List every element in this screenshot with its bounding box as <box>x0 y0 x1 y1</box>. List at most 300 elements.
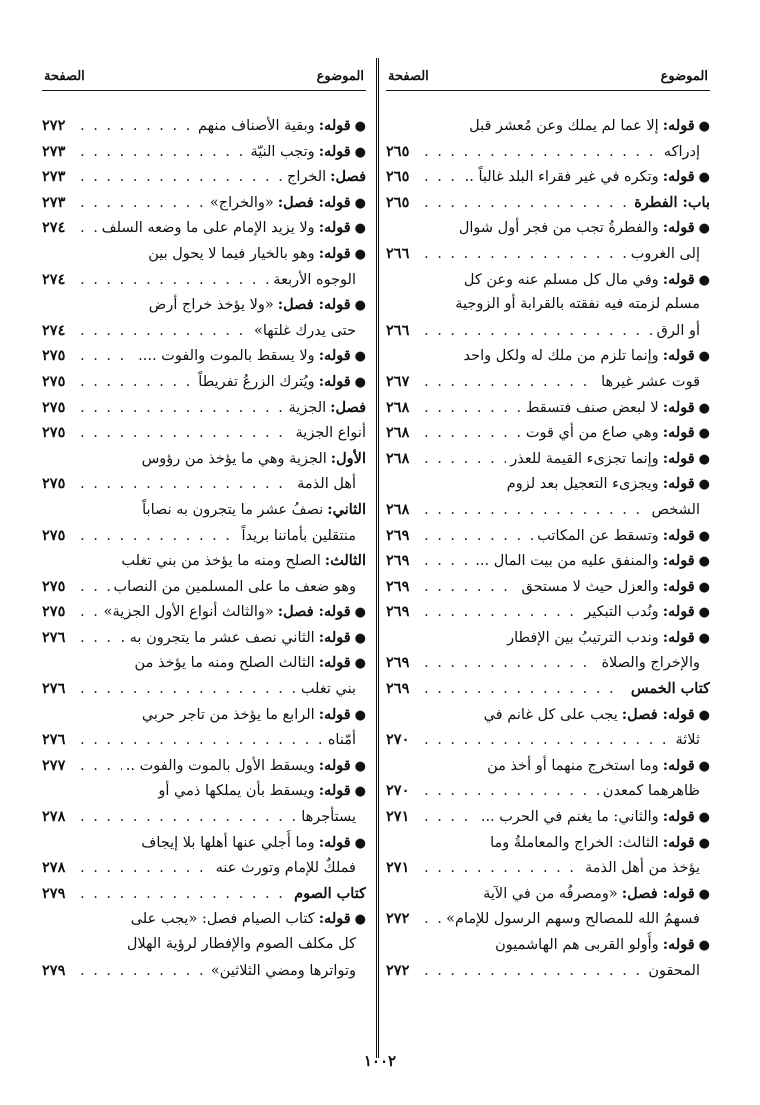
entry-page-number: ٢٦٦ <box>386 321 410 339</box>
left-entries <box>42 113 366 983</box>
entry-lead: قوله: <box>662 577 695 595</box>
entry-page-number: ٢٦٩ <box>386 680 410 698</box>
entry-lead: قوله: <box>318 117 351 134</box>
entry-line <box>42 471 366 497</box>
bullet-icon: ● <box>698 451 710 467</box>
entry-text: «ومصرفُه من في الآية <box>483 885 618 902</box>
entry-lead: قوله: <box>318 244 351 262</box>
entry-text: الصلح ومنه ما يؤخذ من بني تغلب <box>121 553 321 570</box>
entry-line <box>386 113 710 139</box>
entry-line <box>386 650 710 676</box>
entry-lead: قوله: <box>318 142 351 160</box>
entry-line <box>386 599 710 625</box>
entry-page-number: ٢٦٩ <box>386 654 410 672</box>
entry-page-number: ٢٧٦ <box>42 731 66 749</box>
leader-dots <box>80 626 116 651</box>
bullet-icon: ● <box>698 835 710 851</box>
leader-dots <box>80 882 286 907</box>
bullet-icon: ● <box>354 195 366 211</box>
page-number: ١٠٠٢ <box>363 1052 397 1070</box>
entry-text: وتكره في غير فقراء البلد غالباً .. <box>464 169 659 186</box>
bullet-icon: ● <box>698 554 710 570</box>
entry-lead: فصل: <box>330 168 366 186</box>
entry-text: وتواترها ومضي الثلاثين» <box>210 962 356 979</box>
entry-line <box>42 625 366 651</box>
right-column <box>386 62 710 983</box>
entry-text: وهي صاع من أي قوت <box>525 425 659 442</box>
entry-page-number: ٢٧٩ <box>42 884 66 902</box>
entry-text: الخراج <box>286 169 327 186</box>
leader-dots <box>424 907 442 932</box>
entry-line <box>42 113 366 139</box>
entry-line <box>386 932 710 958</box>
entry-text: بني تغلب <box>300 681 356 698</box>
leader-dots <box>424 651 597 676</box>
index-entry <box>42 830 366 881</box>
entry-line <box>386 958 710 984</box>
leader-dots <box>424 140 660 165</box>
index-entry <box>42 343 366 369</box>
leader-dots <box>424 600 580 625</box>
entry-page-number: ٢٧١ <box>386 808 410 826</box>
entry-line <box>386 318 710 344</box>
entry-lead: قوله: <box>318 833 351 851</box>
leader-dots <box>80 268 269 293</box>
bullet-icon: ● <box>354 656 366 672</box>
leader-dots <box>424 447 506 472</box>
index-entry <box>386 702 710 753</box>
bullet-icon: ● <box>354 246 366 262</box>
entry-text: ويُترك الزرعُ تفريطاً <box>198 373 315 390</box>
index-entry <box>386 523 710 549</box>
entry-text: والثاني: ما يغنم في الحرب ... <box>480 809 659 826</box>
entry-line <box>386 676 710 702</box>
entry-lead: قوله: <box>662 449 695 467</box>
index-entry <box>42 702 366 753</box>
entry-text: إدراكه <box>663 143 700 160</box>
entry-line <box>42 830 366 856</box>
leader-dots <box>80 754 122 779</box>
leader-dots <box>424 856 581 881</box>
index-entry <box>386 548 710 574</box>
index-entry <box>386 420 710 446</box>
entry-text: أنواع الجزية <box>295 425 366 442</box>
entry-page-number: ٢٦٩ <box>386 603 410 621</box>
entry-text: قوت عشر غيرها <box>601 373 700 390</box>
leader-dots <box>80 370 194 395</box>
index-entry <box>386 343 710 394</box>
index-entry <box>386 753 710 804</box>
entry-text: وندب الترتيبُ بين الإفطار <box>507 629 659 646</box>
entry-page-number: ٢٦٨ <box>386 424 410 442</box>
entry-text: وفي مال كل مسلم عنه وعن كل <box>463 271 659 288</box>
entry-line <box>386 446 710 472</box>
entry-lead: قوله: <box>318 347 351 365</box>
entry-page-number: ٢٧٩ <box>42 961 66 979</box>
leader-dots <box>80 114 194 139</box>
leader-dots <box>80 600 100 625</box>
entry-line <box>42 702 366 728</box>
entry-text: وهو بالخيار فيما لا يحول بين <box>148 245 315 262</box>
entry-text: وأُولو القربى هم الهاشميون <box>495 937 659 953</box>
leader-dots <box>424 396 522 421</box>
topic-label: الموضوع <box>316 68 364 84</box>
index-entry <box>386 267 710 344</box>
entry-line <box>386 753 710 779</box>
entry-line <box>386 164 710 190</box>
entry-text: الشخص <box>651 501 700 518</box>
entry-text: فملكٌ للإمام وتورث عنه <box>215 860 356 877</box>
leader-dots <box>424 165 461 190</box>
topic-label: الموضوع <box>660 68 708 84</box>
entry-text: الجزية وهي ما يؤخذ من رؤوس <box>141 450 327 467</box>
index-entry <box>386 676 710 702</box>
entry-lead: قوله: <box>318 372 351 390</box>
entry-lead: قوله: <box>662 526 695 544</box>
bullet-icon: ● <box>698 349 710 365</box>
index-entry <box>42 446 366 497</box>
entry-line <box>42 369 366 395</box>
entry-text: لا لبعض صنف فتسقط <box>525 399 659 416</box>
entry-line <box>42 650 366 676</box>
index-entry <box>386 164 710 190</box>
entry-line <box>386 574 710 600</box>
entry-text: والمنفق عليه من بيت المال ... <box>475 553 659 570</box>
leader-dots <box>80 216 98 241</box>
leader-dots <box>424 191 626 216</box>
entry-lead: قوله: <box>662 808 695 826</box>
bullet-icon: ● <box>698 810 710 826</box>
entry-lead: قوله: <box>318 910 351 928</box>
bullet-icon: ● <box>698 170 710 186</box>
entry-text: وتسقط عن المكاتب <box>537 527 659 544</box>
leader-dots <box>424 728 672 753</box>
entry-line <box>386 343 710 369</box>
entry-text: الثالث: الخراج والمعاملةُ وما <box>490 834 659 851</box>
entry-lead: قوله: <box>662 219 695 237</box>
entry-text: «والخراج» <box>209 194 274 211</box>
leader-dots <box>424 524 533 549</box>
leader-dots <box>80 575 110 600</box>
index-entry <box>386 881 710 932</box>
leader-dots <box>424 549 471 574</box>
index-entry <box>386 395 710 421</box>
entry-text: وما أُجلي عنها أهلها بلا إيجاف <box>141 834 315 851</box>
leader-dots <box>80 677 297 702</box>
entry-lead: كتاب الخمس <box>630 680 710 698</box>
leader-dots <box>424 498 647 523</box>
left-column <box>42 62 366 983</box>
entry-text: وبقية الأصناف منهم <box>198 118 315 134</box>
entry-page-number: ٢٧٥ <box>42 398 66 416</box>
index-entry <box>42 548 366 599</box>
entry-line <box>386 215 710 241</box>
entry-lead: باب: الفطرة <box>634 193 710 211</box>
entry-line <box>42 958 366 984</box>
entry-line <box>386 139 710 165</box>
entry-lead: قوله: <box>662 603 695 621</box>
entry-page-number: ٢٦٥ <box>386 168 410 186</box>
entry-page-number: ٢٦٨ <box>386 500 410 518</box>
entry-line <box>42 215 366 241</box>
index-entry <box>42 164 366 190</box>
entry-line <box>386 241 710 267</box>
entry-page-number: ٢٦٧ <box>386 372 410 390</box>
bullet-icon: ● <box>354 605 366 621</box>
entry-text: ثلاثة <box>675 732 700 749</box>
leader-dots <box>80 472 293 497</box>
entry-text: فسهمُ الله للمصالح وسهم الرسول للإمام» <box>446 911 700 928</box>
index-entry <box>386 830 710 881</box>
leader-dots <box>80 959 207 984</box>
leader-dots <box>80 728 324 753</box>
index-entry <box>42 599 366 625</box>
entry-text: الجزية <box>288 399 327 416</box>
entry-text: إلى الغروب <box>630 245 700 262</box>
entry-lead: قوله: <box>662 270 695 288</box>
leader-dots <box>424 677 623 702</box>
entry-text: نصفُ عشر ما يتجرون به نصاباً <box>142 501 324 518</box>
index-entry <box>42 881 366 907</box>
index-entry <box>42 292 366 343</box>
bullet-icon: ● <box>354 835 366 851</box>
leader-dots <box>80 140 246 165</box>
entry-page-number: ٢٦٩ <box>386 552 410 570</box>
entry-line <box>42 753 366 779</box>
entry-lead: كتاب الصوم <box>294 884 366 902</box>
entry-lead: قوله: <box>662 833 695 851</box>
entry-text: الوجوه الأربعة <box>273 271 356 288</box>
index-entry <box>42 497 366 548</box>
entry-text: ولا يزيد الإمام على ما وضعه السلف <box>101 220 315 237</box>
index-entry <box>386 446 710 472</box>
entry-text: منتقلين بأماننا بريداً <box>241 527 356 544</box>
entry-line <box>42 190 366 216</box>
entry-page-number: ٢٧٤ <box>42 219 66 237</box>
index-entry <box>42 395 366 421</box>
entry-line <box>386 778 710 804</box>
entry-text: حتى يدرك غلتها» <box>254 322 356 339</box>
bullet-icon: ● <box>698 758 710 774</box>
entry-text: ويسقط الأول بالموت والفوت .. <box>125 757 315 774</box>
bullet-icon: ● <box>354 221 366 237</box>
entry-line <box>386 906 710 932</box>
entry-line <box>42 548 366 574</box>
entry-page-number: ٢٧٥ <box>42 577 66 595</box>
leader-dots <box>80 524 238 549</box>
index-entry <box>386 574 710 600</box>
entry-line <box>42 395 366 421</box>
entry-text: مسلم لزمته فيه نفقته بالقرابة أو الزوجية <box>455 296 700 313</box>
entry-line <box>386 292 710 318</box>
bullet-icon: ● <box>698 886 710 902</box>
entry-line <box>386 804 710 830</box>
bullet-icon: ● <box>698 272 710 288</box>
entry-lead: قوله: <box>318 628 351 646</box>
entry-line <box>42 343 366 369</box>
index-entry <box>386 190 710 216</box>
bullet-icon: ● <box>354 374 366 390</box>
entry-page-number: ٢٧٣ <box>42 142 66 160</box>
leader-dots <box>80 191 206 216</box>
index-entry <box>42 190 366 216</box>
entry-lead: الثالث: <box>324 552 366 570</box>
entry-lead: قوله: فصل: <box>277 603 351 621</box>
index-entry <box>42 139 366 165</box>
bullet-icon: ● <box>698 707 710 723</box>
leader-dots <box>424 779 599 804</box>
leader-dots <box>424 319 653 344</box>
entry-page-number: ٢٧٥ <box>42 603 66 621</box>
entry-line <box>42 164 366 190</box>
entry-lead: قوله: <box>662 424 695 442</box>
entry-line <box>42 727 366 753</box>
index-entry <box>42 215 366 241</box>
index-entry <box>42 369 366 395</box>
entry-text: كل مكلف الصوم والإفطار لرؤية الهلال <box>126 936 356 952</box>
leader-dots <box>80 344 134 369</box>
leader-dots <box>424 421 522 446</box>
bullet-icon: ● <box>354 784 366 800</box>
entry-line <box>42 906 366 932</box>
entry-lead: قوله: فصل: <box>621 884 695 902</box>
bullet-icon: ● <box>698 119 710 134</box>
entry-lead: قوله: <box>662 168 695 186</box>
bullet-icon: ● <box>698 221 710 237</box>
page-label: الصفحة <box>388 68 429 84</box>
entry-page-number: ٢٧٢ <box>386 961 410 979</box>
entry-page-number: ٢٧٠ <box>386 731 410 749</box>
entry-lead: قوله: <box>662 398 695 416</box>
entry-text: أو الرق <box>656 322 700 339</box>
entry-lead: قوله: <box>662 628 695 646</box>
entry-page-number: ٢٧٨ <box>42 808 66 826</box>
entry-page-number: ٢٧٦ <box>42 680 66 698</box>
entry-line <box>386 523 710 549</box>
entry-lead: قوله: <box>318 782 351 800</box>
entry-text: والإخراج والصلاة <box>601 655 700 672</box>
entry-line <box>386 190 710 216</box>
leader-dots <box>424 805 477 830</box>
leader-dots <box>80 165 283 190</box>
entry-text: المحقون <box>648 962 700 979</box>
entry-page-number: ٢٧٥ <box>42 424 66 442</box>
entry-page-number: ٢٧٥ <box>42 347 66 365</box>
index-entry <box>42 625 366 651</box>
entry-page-number: ٢٧٢ <box>42 117 66 134</box>
entry-page-number: ٢٧٢ <box>386 910 410 928</box>
entry-page-number: ٢٦٨ <box>386 449 410 467</box>
entry-text: ويسقط بأن يملكها ذمي أو <box>158 783 315 800</box>
leader-dots <box>80 421 292 446</box>
right-column-header <box>386 62 710 91</box>
leader-dots <box>80 319 250 344</box>
entry-page-number: ٢٦٩ <box>386 577 410 595</box>
right-entries <box>386 113 710 983</box>
entry-line <box>386 420 710 446</box>
entry-lead: قوله: فصل: <box>277 296 351 314</box>
entry-text: ويجزىء التعجيل بعد لزوم <box>506 476 659 493</box>
bullet-icon: ● <box>354 298 366 314</box>
entry-text: يجب على كل غانم في <box>483 706 618 723</box>
entry-page-number: ٢٧٥ <box>42 475 66 493</box>
left-column-header <box>42 62 366 91</box>
entry-line <box>42 446 366 472</box>
entry-line <box>386 471 710 497</box>
entry-line <box>42 932 366 958</box>
entry-lead: قوله: <box>662 552 695 570</box>
entry-line <box>42 420 366 446</box>
entry-line <box>42 292 366 318</box>
column-divider <box>376 58 379 1058</box>
entry-line <box>42 267 366 293</box>
bullet-icon: ● <box>698 400 710 416</box>
leader-dots <box>424 242 627 267</box>
entry-line <box>42 881 366 907</box>
bullet-icon: ● <box>354 349 366 365</box>
entry-line <box>386 702 710 728</box>
entry-line <box>42 241 366 267</box>
entry-text: «والثالث أنواع الأول الجزية» <box>103 604 274 621</box>
entry-text: «ولا يؤخذ خراج أرض <box>148 297 274 314</box>
entry-page-number: ٢٧٣ <box>42 193 66 211</box>
entry-line <box>386 548 710 574</box>
leader-dots <box>424 370 597 395</box>
bullet-icon: ● <box>354 144 366 160</box>
bullet-icon: ● <box>698 477 710 493</box>
entry-line <box>386 855 710 881</box>
entry-page-number: ٢٧٤ <box>42 270 66 288</box>
index-entry <box>386 625 710 676</box>
index-entry <box>42 113 366 139</box>
entry-text: الرابع ما يؤخذ من تاجر حربي <box>141 706 315 723</box>
entry-line <box>42 139 366 165</box>
entry-text: وما استخرج منهما أو أخذ من <box>487 757 659 774</box>
index-entry <box>42 650 366 701</box>
entry-page-number: ٢٧٤ <box>42 321 66 339</box>
entry-page-number: ٢٧٦ <box>42 628 66 646</box>
entry-lead: قوله: <box>662 756 695 774</box>
index-entry <box>386 804 710 830</box>
entry-line <box>386 369 710 395</box>
entry-line <box>386 881 710 907</box>
entry-text: أهل الذمة <box>297 476 356 493</box>
entry-line <box>42 804 366 830</box>
leader-dots <box>80 856 212 881</box>
entry-line <box>42 599 366 625</box>
entry-lead: الأول: <box>330 449 366 467</box>
bullet-icon: ● <box>698 528 710 544</box>
entry-page-number: ٢٧٥ <box>42 372 66 390</box>
page-label: الصفحة <box>44 68 85 84</box>
entry-text: الثالث الصلح ومنه ما يؤخذ من <box>134 655 315 672</box>
entry-lead: قوله: <box>318 756 351 774</box>
entry-line <box>42 574 366 600</box>
entry-line <box>42 318 366 344</box>
bullet-icon: ● <box>354 707 366 723</box>
index-entry <box>42 753 366 779</box>
entry-page-number: ٢٧٣ <box>42 168 66 186</box>
entry-lead: فصل: <box>330 398 366 416</box>
entry-text: يستأجرها <box>301 809 356 826</box>
entry-page-number: ٢٦٩ <box>386 526 410 544</box>
entry-line <box>42 497 366 523</box>
entry-line <box>386 625 710 651</box>
entry-page-number: ٢٦٨ <box>386 398 410 416</box>
entry-lead: قوله: <box>318 219 351 237</box>
leader-dots <box>80 396 285 421</box>
entry-line <box>42 855 366 881</box>
